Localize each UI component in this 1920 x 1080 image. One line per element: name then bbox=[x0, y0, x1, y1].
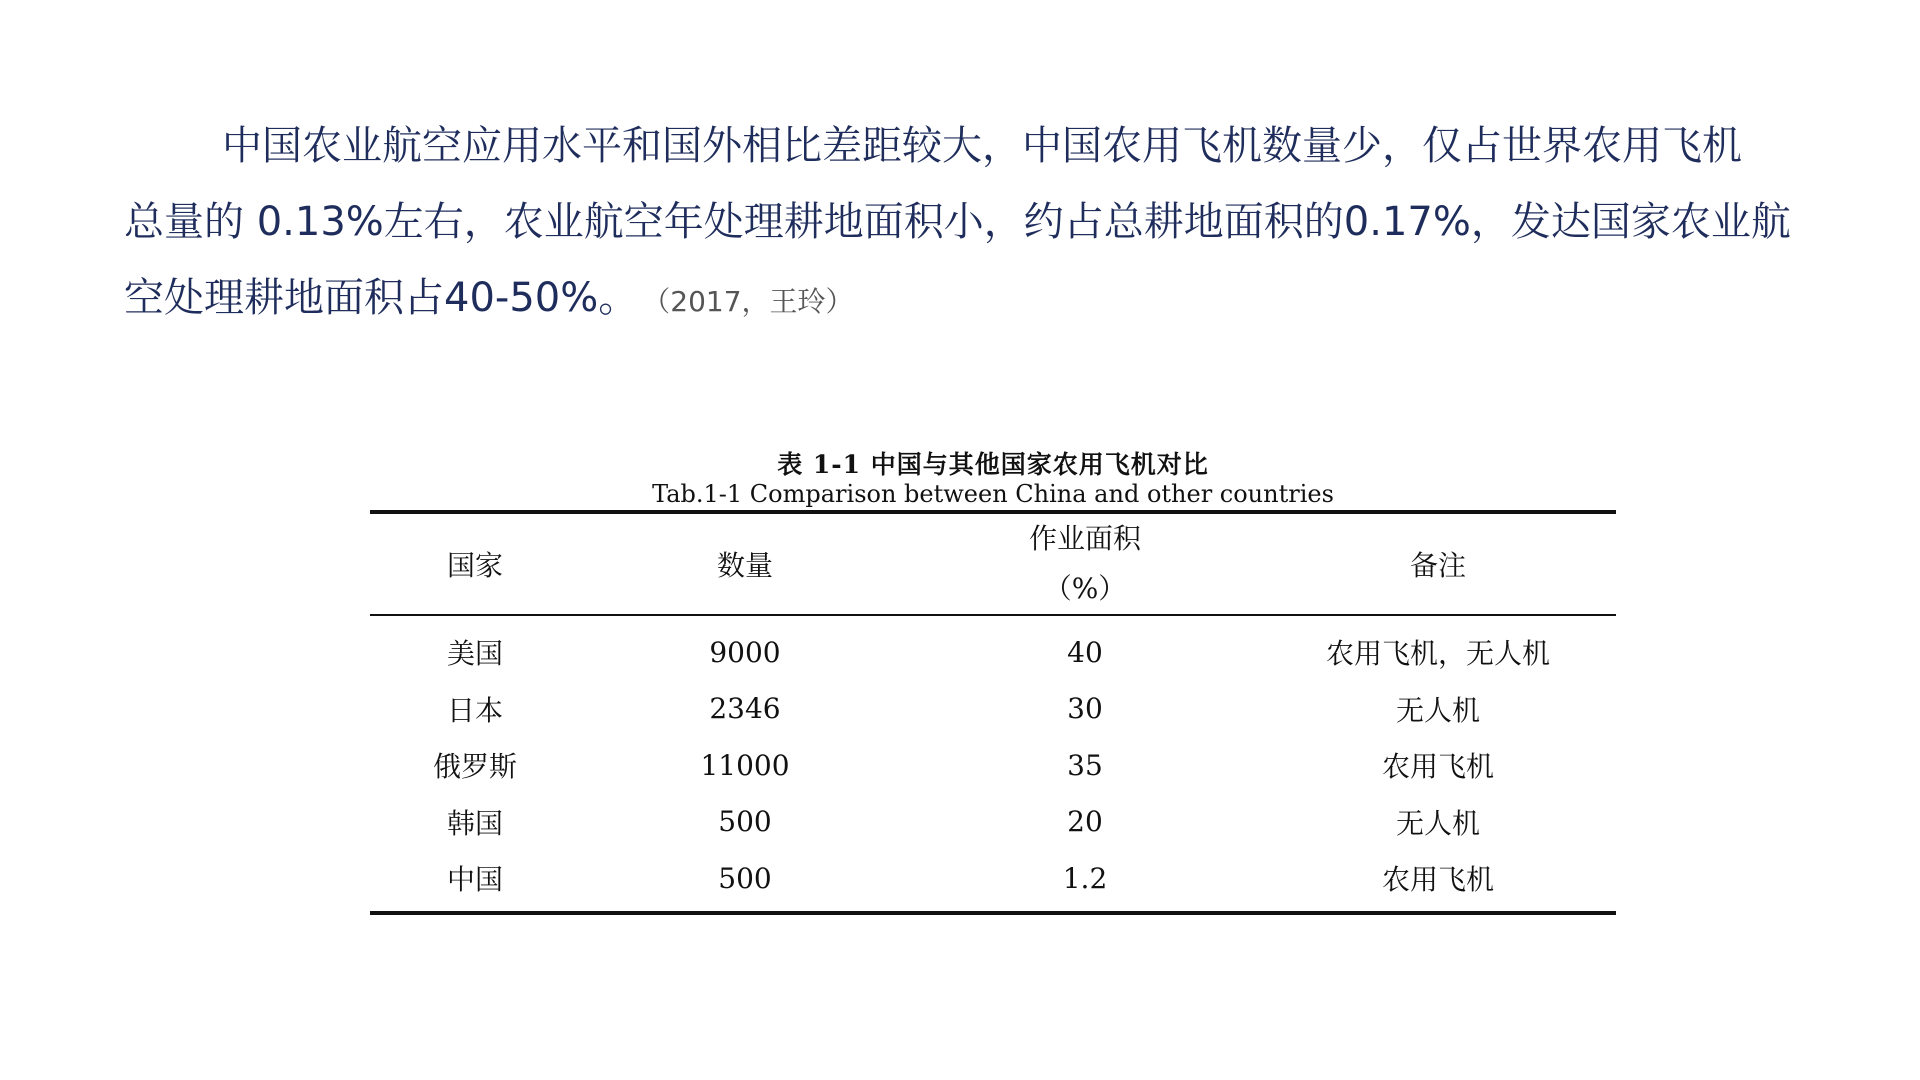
cell-country: 日本 bbox=[446, 693, 503, 727]
paragraph-line-2: 总量的 0.13%左右，农业航空年处理耕地面积小，约占总耕地面积的0.17%，发达国家农业航 bbox=[124, 199, 1791, 245]
cell-country: 韩国 bbox=[446, 806, 503, 840]
body-paragraph bbox=[124, 108, 1864, 340]
comparison-table-figure bbox=[370, 448, 1616, 915]
cell-count: 500 bbox=[718, 805, 772, 839]
cell-country: 美国 bbox=[446, 637, 503, 671]
cell-note: 农用飞机，无人机 bbox=[1325, 637, 1550, 671]
header-count: 数量 bbox=[716, 549, 773, 582]
cell-note: 农用飞机 bbox=[1381, 750, 1494, 784]
cell-area: 1.2 bbox=[1062, 861, 1108, 895]
header-note: 备注 bbox=[1409, 549, 1466, 582]
table-row bbox=[370, 681, 1616, 738]
table-bottom-rule bbox=[370, 911, 1616, 915]
paragraph-line-3 bbox=[124, 260, 1864, 340]
paragraph-line-1: 中国农业航空应用水平和国外相比差距较大，中国农用飞机数量少，仅占世界农用飞机 bbox=[222, 123, 1742, 169]
cell-count: 11000 bbox=[700, 748, 790, 782]
header-area-line-2: （%） bbox=[1043, 572, 1127, 605]
header-area-line-1: 作业面积 bbox=[1028, 522, 1141, 555]
table-caption-en: Tab.1-1 Comparison between China and other countries bbox=[652, 480, 1334, 508]
cell-note: 无人机 bbox=[1395, 806, 1480, 840]
table-row bbox=[370, 616, 1616, 681]
header-country: 国家 bbox=[446, 549, 503, 582]
cell-country: 中国 bbox=[446, 863, 503, 897]
table-header-row bbox=[370, 514, 1616, 614]
citation: （2017，王玲） bbox=[656, 285, 854, 318]
cell-area: 35 bbox=[1067, 748, 1103, 782]
cell-count: 9000 bbox=[709, 635, 781, 669]
comparison-table-body bbox=[370, 616, 1616, 911]
cell-area: 30 bbox=[1067, 692, 1103, 726]
cell-area: 40 bbox=[1067, 635, 1103, 669]
cell-note: 无人机 bbox=[1395, 693, 1480, 727]
table-caption-cn: 表 1-1 中国与其他国家农用飞机对比 bbox=[777, 450, 1209, 479]
table-row bbox=[370, 850, 1616, 911]
cell-area: 20 bbox=[1067, 805, 1103, 839]
table-row bbox=[370, 737, 1616, 794]
cell-country: 俄罗斯 bbox=[432, 750, 517, 784]
comparison-table bbox=[370, 514, 1616, 614]
paragraph-line-3-text: 空处理耕地面积占40-50%。 bbox=[124, 275, 639, 321]
cell-count: 500 bbox=[718, 861, 772, 895]
cell-count: 2346 bbox=[709, 692, 781, 726]
table-row bbox=[370, 794, 1616, 851]
cell-note: 农用飞机 bbox=[1381, 863, 1494, 897]
header-area bbox=[910, 514, 1260, 614]
